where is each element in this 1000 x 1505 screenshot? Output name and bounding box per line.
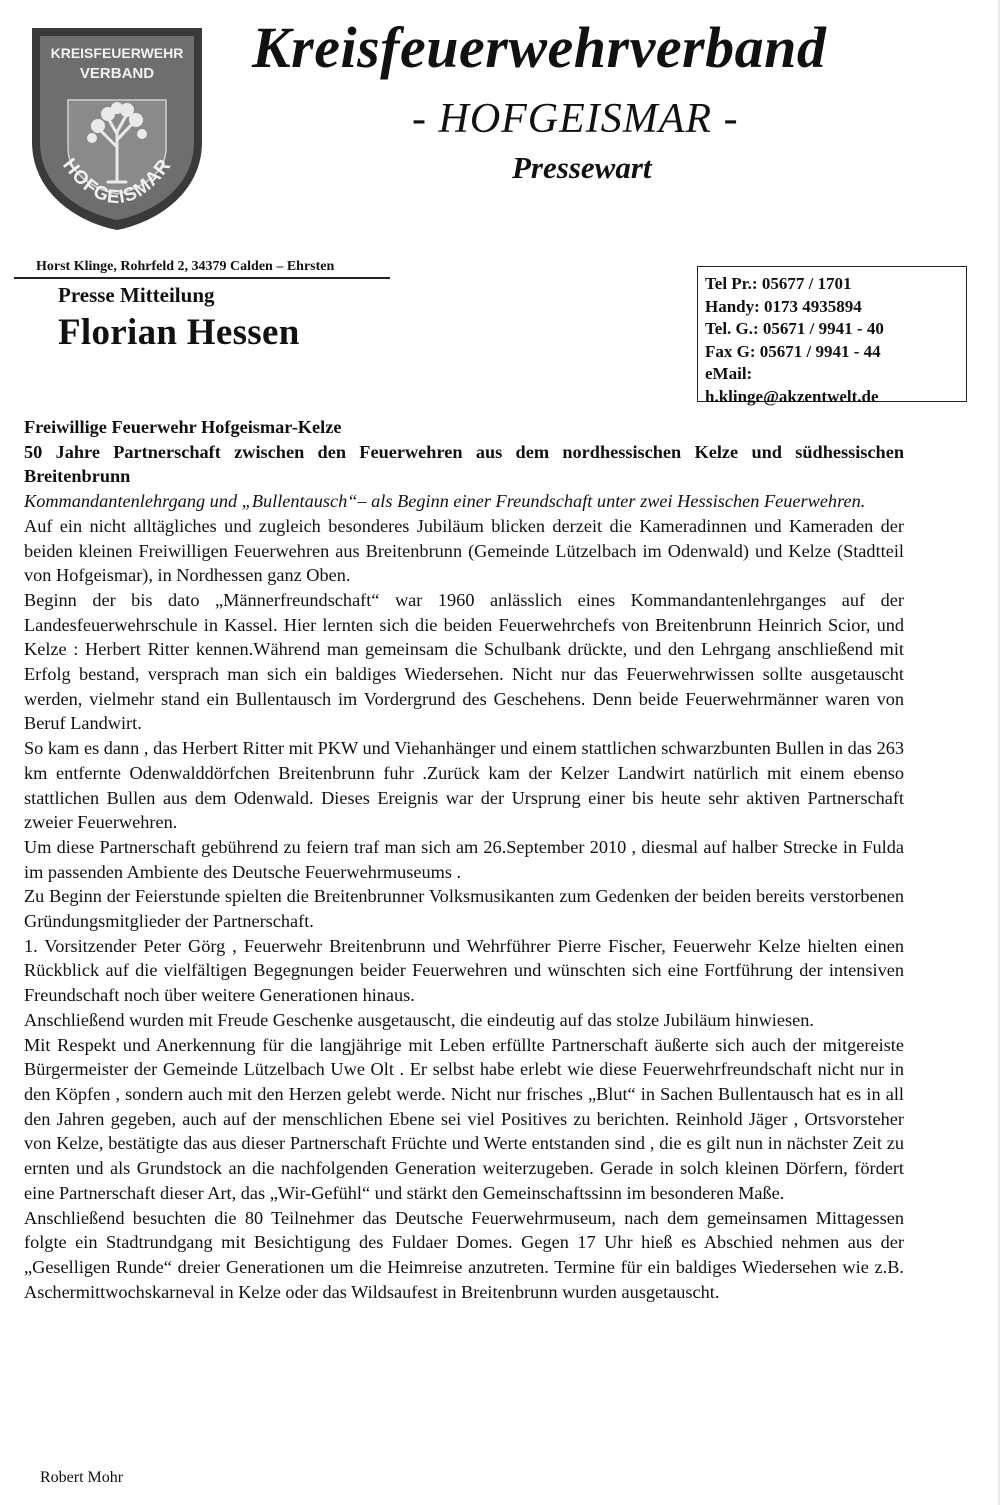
article-paragraph: Beginn der bis dato „Männerfreundschaft“ war 1960 anlässlich eines Kommandantenlehrganges auf der Landesfeuerwehrschule in Kassel. Hier lernten sich die beiden Feuerwehrchefs von Breitenbrunn Heinrich Scior, und Kelze : Herbert Ritter kennen.Während man gemeinsam die Schulbank drückte, und den Lehrgang anschließend mit Erfolg bestand, versprach man sich ein baldiges Wiedersehen. Nicht nur das Feuerwehrwissen sollte ausgetauscht werden, vielmehr stand ein Bullentausch im Vordergrund des Geschehens. Denn beide Feuerwehrmänner waren von Beruf Landwirt.: [24, 589, 904, 734]
article-paragraph: Mit Respekt und Anerkennung für die langjährige mit Leben erfüllte Partnerschaft äußerte sich auch der mitgereiste Bürgermeister der Gemeinde Lützelbach Uwe Olt . Er selbst habe erlebt wie diese Feuerwehrfreundschaft nicht nur in den Köpfen , sondern auch mit den Herzen gelebt werde. Nicht nur frisches „Blut“ in Sachen Bullentausch hat es in all den Jahren gegeben, auch auf der menschlichen Ebene sei viel Positives zu berichten. Reinhold Jäger , Ortsvorsteher von Kelze, bestätigte das aus dieser Partnerschaft Früchte und Werte entstanden sind , die es gilt nun in nächster Zeit zu ernten und als Grundstock an die nachfolgenden Generation weiterzugeben. Gerade in solch kleinen Dörfern, fördert eine Partnerschaft dieser Art, das „Wir-Gefühl“ und stärkt den Gemeinschaftssinn im besonderen Maße.: [24, 1034, 904, 1203]
article-paragraph: So kam es dann , das Herbert Ritter mit PKW und Viehanhänger und einem stattlichen schwarzbunten Bullen in das 263 km entfernte Odenwalddörfchen Breitenbrunn fuhr .Zurück kam der Kelzer Landwirt natürlich mit einem ebenso stattlichen Bullen aus dem Odenwald. Dieses Ereignis war der Ursprung einer bis heute sehr aktiven Partnerschaft zweier Feuerwehren.: [24, 738, 904, 833]
organization-title: Kreisfeuerwehrverband: [252, 15, 827, 80]
article-lead: Kommandantenlehrgang und „Bullentausch“– als Beginn einer Freundschaft unter zwei Hessischen Feuerwehren.: [24, 491, 866, 512]
crest-mid-text: VERBAND: [79, 65, 155, 82]
article-paragraph: Auf ein nicht alltägliches und zugleich besonderes Jubiläum blicken derzeit die Kameradinnen und Kameraden der beiden kleinen Freiwilligen Feuerwehren aus Breitenbrunn (Gemeinde Lützelbach im Odenwald) und Kelze (Stadtteil von Hofgeismar), in Nordhessen ganz Oben.: [24, 515, 904, 586]
press-release-name: Florian Hessen: [58, 312, 300, 353]
sender-address: Horst Klinge, Rohrfeld 2, 34379 Calden – Ehrsten: [36, 259, 335, 274]
article-author: Robert Mohr: [40, 1469, 124, 1486]
contact-box: [697, 266, 967, 406]
article-headline: 50 Jahre Partnerschaft zwischen den Feuerwehren aus dem nordhessischen Kelze und südhessischen Breitenbrunn: [24, 441, 904, 487]
press-release-label: Presse Mitteilung: [58, 283, 215, 307]
crest-shield-icon: [28, 22, 206, 234]
organization-role: Pressewart: [512, 150, 652, 185]
contact-mobile: Handy: 0173 4935894: [705, 296, 862, 316]
organization-subtitle: - HOFGEISMAR -: [412, 96, 739, 142]
article-paragraph: Zu Beginn der Feierstunde spielten die Breitenbrunner Volksmusikanten zum Gedenken der beiden bereits verstorbenen Gründungsmitglieder der Partnerschaft.: [24, 886, 904, 932]
crest-top-text: KREISFEUERWEHR: [50, 45, 184, 61]
article-paragraph: Anschließend wurden mit Freude Geschenke ausgetauscht, die eindeutig auf das stolze Jubiläum hinwiesen.: [24, 1009, 814, 1030]
sender-divider: [14, 277, 390, 279]
article-paragraph: 1. Vorsitzender Peter Görg , Feuerwehr Breitenbrunn und Wehrführer Pierre Fischer, Feuerwehr Kelze hielten einen Rückblick auf die vielfältigen Begegnungen beider Feuerwehren und wünschten sich eine Fortführung der intensiven Freundschaft noch über weitere Generationen hinaus.: [24, 935, 904, 1006]
article-paragraph: Anschließend besuchten die 80 Teilnehmer das Deutsche Feuerwehrmuseum, nach dem gemeinsamen Mittagessen folgte ein Stadtrundgang mit Besichtigung des Fuldaer Domes. Gegen 17 Uhr hieß es Abschied nehmen aus der „Geselligen Runde“ dreier Generationen um die Heimreise anzutreten. Termine für ein baldiges Wiedersehen wie z.B. Aschermittwochskarneval in Kelze oder das Wildsaufest in Breitenbrunn wurden ausgetauscht.: [24, 1207, 904, 1302]
article-body: [24, 415, 904, 1304]
contact-email-label: eMail:: [705, 364, 753, 383]
contact-tel-private: Tel Pr.: 05677 / 1701: [705, 274, 852, 293]
article-paragraph: Um diese Partnerschaft gebührend zu feiern traf man sich am 26.September 2010 , diesmal auf halber Strecke in Fulda im passenden Ambiente des Deutsche Feuerwehrmuseums .: [24, 836, 904, 882]
contact-tel-business: Tel. G.: 05671 / 9941 - 40: [705, 319, 884, 338]
contact-email[interactable]: h.klinge@akzentwelt.de: [705, 386, 879, 406]
crest-bottom-text: HOFGEISMAR: [58, 154, 176, 209]
contact-fax: Fax G: 05671 / 9941 - 44: [705, 341, 881, 361]
article-organization: Freiwillige Feuerwehr Hofgeismar-Kelze: [24, 417, 342, 437]
association-crest: [28, 22, 206, 234]
